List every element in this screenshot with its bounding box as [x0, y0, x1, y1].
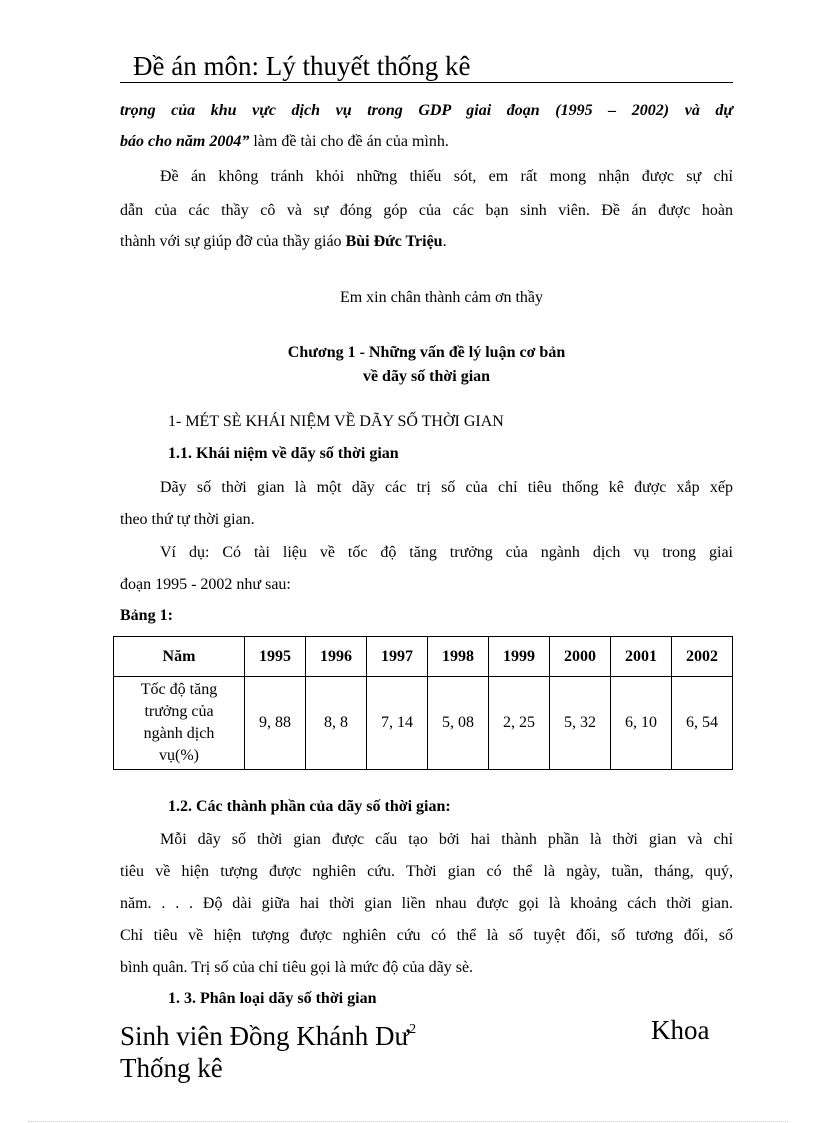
- components-line-5: bình quân. Trị số của chỉ tiêu gọi là mức độ của dãy sè.: [120, 959, 474, 976]
- components-line-1: Mỗi dãy số thời gian được cấu tạo bởi hai thành phần là thời gian và chỉ: [160, 831, 733, 848]
- table-data-row: [114, 677, 733, 770]
- table-cell-value: 9, 88: [245, 677, 306, 770]
- footer-faculty-label: Khoa: [651, 1015, 710, 1045]
- chapter-title-line-1: Chương 1 - Những vấn đề lý luận cơ bản: [287, 344, 566, 361]
- page-header-title: Đề án môn: Lý thuyết thống kê: [133, 51, 471, 81]
- row-label-line: Tốc độ tăng: [140, 681, 218, 698]
- table-header-year: 1998: [428, 637, 489, 677]
- page-footer: [120, 1014, 416, 1084]
- components-line-4: Chỉ tiêu về hiện tượng được nghiên cứu có thể là số tuyệt đối, số tương đối, số: [120, 927, 733, 944]
- intro-line-2: [120, 128, 733, 156]
- section-1-heading: 1- MÉT SÈ KHÁI NIỆM VỀ DÃY SỐ THỜI GIAN: [168, 413, 504, 430]
- table-cell-value: 8, 8: [306, 677, 367, 770]
- definition-line-2: theo thứ tự thời gian.: [120, 511, 255, 528]
- row-label-line: vụ(%): [159, 747, 199, 764]
- acknowledgement-post: .: [442, 233, 447, 250]
- table-cell-value: 6, 54: [672, 677, 733, 770]
- table-cell-value: 5, 32: [550, 677, 611, 770]
- intro-line-2-rest: làm đề tài cho đề án của mình.: [249, 133, 449, 150]
- intro-line-1: trọng của khu vực dịch vụ trong GDP giai đoạn (1995 – 2002) và dự: [120, 102, 733, 119]
- chapter-title-line-2: về dãy số thời gian: [362, 368, 491, 385]
- table-cell-value: 5, 08: [428, 677, 489, 770]
- table-row-label: [114, 677, 245, 770]
- footer-department-line: Thống kê: [120, 1053, 223, 1083]
- table-header-year: 1996: [306, 637, 367, 677]
- thanks-line: Em xin chân thành cảm ơn thầy: [339, 289, 544, 306]
- table-header-year: 1995: [245, 637, 306, 677]
- row-label-line: trưởng của: [144, 703, 214, 720]
- table-header-year-label: Năm: [114, 637, 245, 677]
- table-cell-value: 7, 14: [367, 677, 428, 770]
- table-caption: Bảng 1:: [120, 607, 173, 624]
- advisor-name: Bùi Đức Triệu: [345, 233, 443, 250]
- footer-author-line: [120, 1014, 416, 1052]
- acknowledgement-line-3: [120, 228, 733, 256]
- row-label-line: ngành dịch: [143, 725, 215, 742]
- acknowledgement-line-2: dẫn của các thầy cô và sự đóng góp của các bạn sinh viên. Đề án được hoàn: [120, 202, 733, 219]
- table-header-year: 2000: [550, 637, 611, 677]
- footer-author: Sinh viên Đồng Khánh Dư: [120, 1021, 410, 1051]
- definition-line-1: Dãy số thời gian là một dãy các trị số của chỉ tiêu thống kê được xắp xếp: [160, 479, 733, 496]
- example-line-1: Ví dụ: Có tài liệu về tốc độ tăng trưởng của ngành dịch vụ trong giai: [160, 544, 733, 561]
- acknowledgement-pre: thành với sự giúp đỡ của thầy giáo: [120, 233, 346, 250]
- table-header-year: 2002: [672, 637, 733, 677]
- growth-rate-table: [113, 636, 733, 770]
- subsection-1-1-heading: 1.1. Khái niệm về dãy số thời gian: [168, 445, 399, 462]
- subsection-1-2-heading: 1.2. Các thành phần của dãy số thời gian:: [168, 798, 451, 815]
- table-header-year: 1999: [489, 637, 550, 677]
- components-line-2: tiêu về hiện tượng được nghiên cứu. Thời gian có thể là ngày, tuần, tháng, quý,: [120, 863, 733, 880]
- table-cell-value: 2, 25: [489, 677, 550, 770]
- header-divider: [120, 82, 733, 83]
- subsection-1-3-heading: 1. 3. Phân loại dãy số thời gian: [168, 990, 377, 1007]
- page-bottom-divider: [28, 1121, 788, 1122]
- example-line-2: đoạn 1995 - 2002 như sau:: [120, 576, 291, 593]
- table-header-year: 1997: [367, 637, 428, 677]
- table-header-row: [114, 637, 733, 677]
- page-number: 2: [409, 1022, 417, 1037]
- components-line-3: năm. . . . Độ dài giữa hai thời gian liền nhau được gọi là khoảng cách thời gian.: [120, 895, 733, 912]
- table-header-year: 2001: [611, 637, 672, 677]
- table-cell-value: 6, 10: [611, 677, 672, 770]
- acknowledgement-line-1: Đề án không tránh khỏi những thiếu sót, em rất mong nhận được sự chỉ: [160, 168, 733, 185]
- intro-line-2-title-end: báo cho năm 2004”: [120, 133, 250, 150]
